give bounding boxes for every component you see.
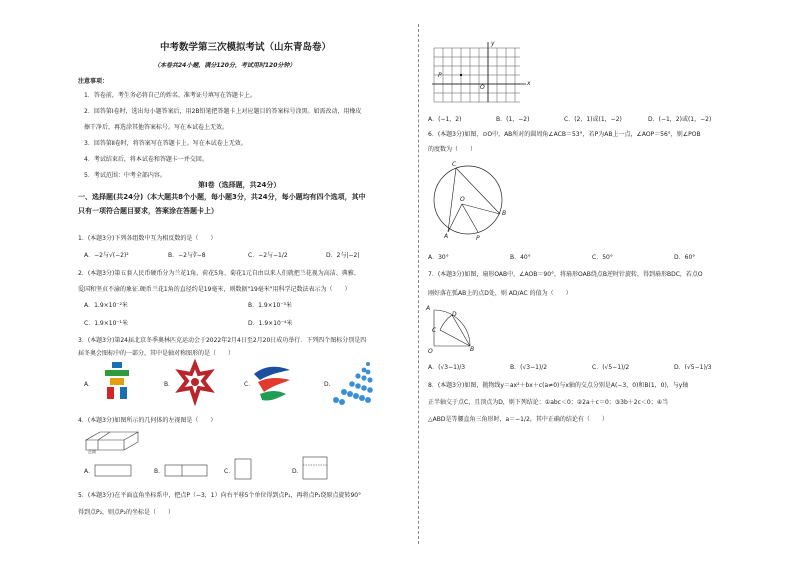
label-a: A	[444, 233, 449, 240]
front-view-label: 正面	[88, 449, 96, 454]
view-shape-b	[164, 464, 210, 478]
q3-option-c[interactable]: C．	[244, 381, 255, 388]
label-c: C	[452, 161, 457, 168]
page-title: 中考数学第三次模拟考试（山东青岛卷）	[160, 42, 332, 53]
snowflake-emblem-icon	[174, 360, 216, 404]
q6-option-b[interactable]: B．40°	[510, 254, 531, 261]
label-c: C	[432, 327, 437, 334]
page-subtitle: （本卷共24小题，满分120分，考试用时120分钟）	[154, 62, 296, 69]
q1-option-a[interactable]: A．−2与√(−2)²	[84, 252, 129, 259]
label-o: O	[428, 348, 433, 355]
q8-stem: 8．(本题3分)如图，抛物线y＝ax²＋bx＋c(a≠0)与x轴的交点分别是A(−3，0)和B(1，0)，与y轴	[428, 382, 689, 389]
label-p: P	[476, 235, 480, 242]
label-d: D	[452, 311, 457, 318]
q1-option-c[interactable]: C．−2与−1/2	[248, 252, 288, 259]
grid-point-p-label: P	[438, 72, 442, 79]
inukshuk-icon	[102, 362, 132, 402]
q2-option-b[interactable]: B．1.9×10⁻³米	[248, 302, 292, 309]
circle-figure	[430, 160, 510, 242]
note-item: 2．回答第Ⅰ卷时，选出每小题答案后，用2B铅笔把答题卡上对应题目的答案标号涂黑。如需改动，用橡皮	[84, 108, 362, 115]
section1-heading-cont: 只有一项符合题目要求，答案涂在答题卡上）	[78, 207, 218, 215]
label-b: B	[502, 210, 507, 217]
view-shape-c	[234, 458, 254, 482]
q7-option-c[interactable]: C．(√5−1)/2	[592, 364, 630, 371]
q4-option-b[interactable]: B．	[154, 468, 165, 475]
view-shape-a	[94, 464, 134, 478]
q8-stem-cont2: △ABD是等腰直角三角形时，a＝−1/2，其中正确的结论有（ ）	[428, 416, 608, 423]
q2-stem-cont: 爱国和坚贞不渝的象征.硬币兰花1角的直径约是19毫米，则数据"19毫米"用科学记数法表示为（ ）	[78, 286, 351, 293]
grid-y-label: y	[491, 40, 495, 47]
label-b: B	[470, 346, 475, 353]
q3-stem-cont: 届冬奥会图标中的一部分，其中是轴对称图形的是（ ）	[78, 350, 235, 357]
q6-stem-cont: 的度数为（ ）	[428, 146, 477, 153]
q2-option-d[interactable]: D．1.9×10⁻⁴米	[248, 320, 293, 327]
q5-stem-cont: 得到点P₂，则点P₂的坐标是（ ）	[78, 509, 175, 516]
q1-option-b[interactable]: B．−2与∛−8	[168, 252, 206, 259]
q5-option-b[interactable]: B．(1，−2)	[496, 116, 530, 123]
q3-option-b[interactable]: B．	[164, 381, 175, 388]
right-column	[424, 0, 760, 562]
notes-heading: 注意事项：	[78, 78, 109, 85]
q6-option-c[interactable]: C．50°	[592, 254, 613, 261]
q7-stem-cont: 刚好落在弧AB上的点D处，则 AD/AC 的值为（ ）	[428, 290, 572, 297]
q2-option-a[interactable]: A．1.9×10⁻²米	[84, 302, 128, 309]
q8-stem-cont: 正半轴交于点C，且顶点为D，则下列结论：①abc＜0；②2a＋c＝0；③3b＋2c＜0；④当	[428, 399, 669, 406]
label-o: O	[460, 196, 465, 203]
q7-option-a[interactable]: A．(√3−1)/3	[428, 364, 466, 371]
ribbon-emblem-icon	[250, 360, 294, 404]
q5-stem: 5．(本题3分)在平面直角坐标系中，把点P（−3，1）向右平移5个单位得到点P₁，再将点P₁绕原点旋转90°	[78, 492, 362, 499]
view-shape-d	[302, 456, 330, 482]
section1-heading: 一、选择题(共24分)（本大题共8个小题，每小题3分，共24分，每小题均有四个选项，其中	[78, 193, 366, 201]
q4-option-c[interactable]: C．	[224, 468, 235, 475]
q4-stem: 4．(本题3分)如图所示的几何体的左视图是（ ）	[78, 417, 217, 424]
q5-option-c[interactable]: C．(2，1)或(1，−2)	[564, 116, 622, 123]
note-item: 3．回答第Ⅱ卷时，将答案写在答题卡上。写在本试卷上无效。	[84, 140, 247, 147]
q6-stem: 6．(本题3分)如图，⊙O中，AB所对的圆周角∠ACB＝53°，若P为AB上一点，∠AOP＝56°，则∠POB	[428, 131, 701, 138]
q3-stem: 3．(本题3分)第24届北京冬季奥林匹克运动会于2022年2月4日至2月20日成功举行．下列四个图标分别是四	[78, 337, 367, 344]
q6-option-a[interactable]: A．30°	[428, 254, 449, 261]
label-a: A	[426, 305, 431, 312]
q2-stem: 2．(本题3分)第五套人民币硬币分为兰花1角、荷花5角、菊花1元自由以来人们就把兰花视为高洁、典雅、	[78, 270, 360, 277]
note-item: 4．考试结束后，将本试卷和答题卡一并交回。	[84, 156, 208, 163]
q1-stem: 1．(本题3分)下列各组数中互为相反数的是（ ）	[78, 235, 217, 242]
net-emblem-icon	[328, 358, 376, 406]
q2-option-c[interactable]: C．1.9×10⁻¹米	[84, 320, 128, 327]
q3-option-d[interactable]: D．	[324, 381, 335, 388]
q1-option-d[interactable]: D．2与|−2|	[326, 252, 360, 259]
q5-option-d[interactable]: D．(−1，2)或(1，−2)	[648, 116, 712, 123]
q7-stem: 7．(本题3分)如图，扇形OAB中，∠AOB＝90°，将扇形OAB绕点B逆时针旋转，得到扇形BDC，若点O	[428, 271, 703, 278]
q7-option-b[interactable]: B．(√3−1)/2	[510, 364, 548, 371]
note-item: 1．答卷前，考生务必将自己的姓名、准考证号填写在答题卡上。	[84, 92, 256, 99]
note-item: 擦干净后，再选涂其他答案标号。写在本试卷上无效。	[84, 124, 229, 131]
q4-option-a[interactable]: A．	[84, 468, 95, 475]
q6-option-d[interactable]: D．60°	[674, 254, 696, 261]
q4-option-d[interactable]: D．	[292, 468, 303, 475]
grid-origin-label: O	[480, 84, 485, 91]
part1-title: 第Ⅰ卷（选择题，共24分）	[198, 181, 281, 189]
column-divider	[418, 24, 419, 544]
grid-x-label: x	[527, 80, 531, 87]
q7-option-d[interactable]: D．(√5−1)/3	[674, 364, 712, 371]
coordinate-grid-figure	[432, 40, 532, 104]
q5-option-a[interactable]: A．(−1，2)	[428, 116, 462, 123]
left-column	[78, 0, 414, 562]
note-item: 5．考试范围：中考全部内容。	[84, 172, 166, 179]
q3-option-a[interactable]: A．	[84, 381, 95, 388]
